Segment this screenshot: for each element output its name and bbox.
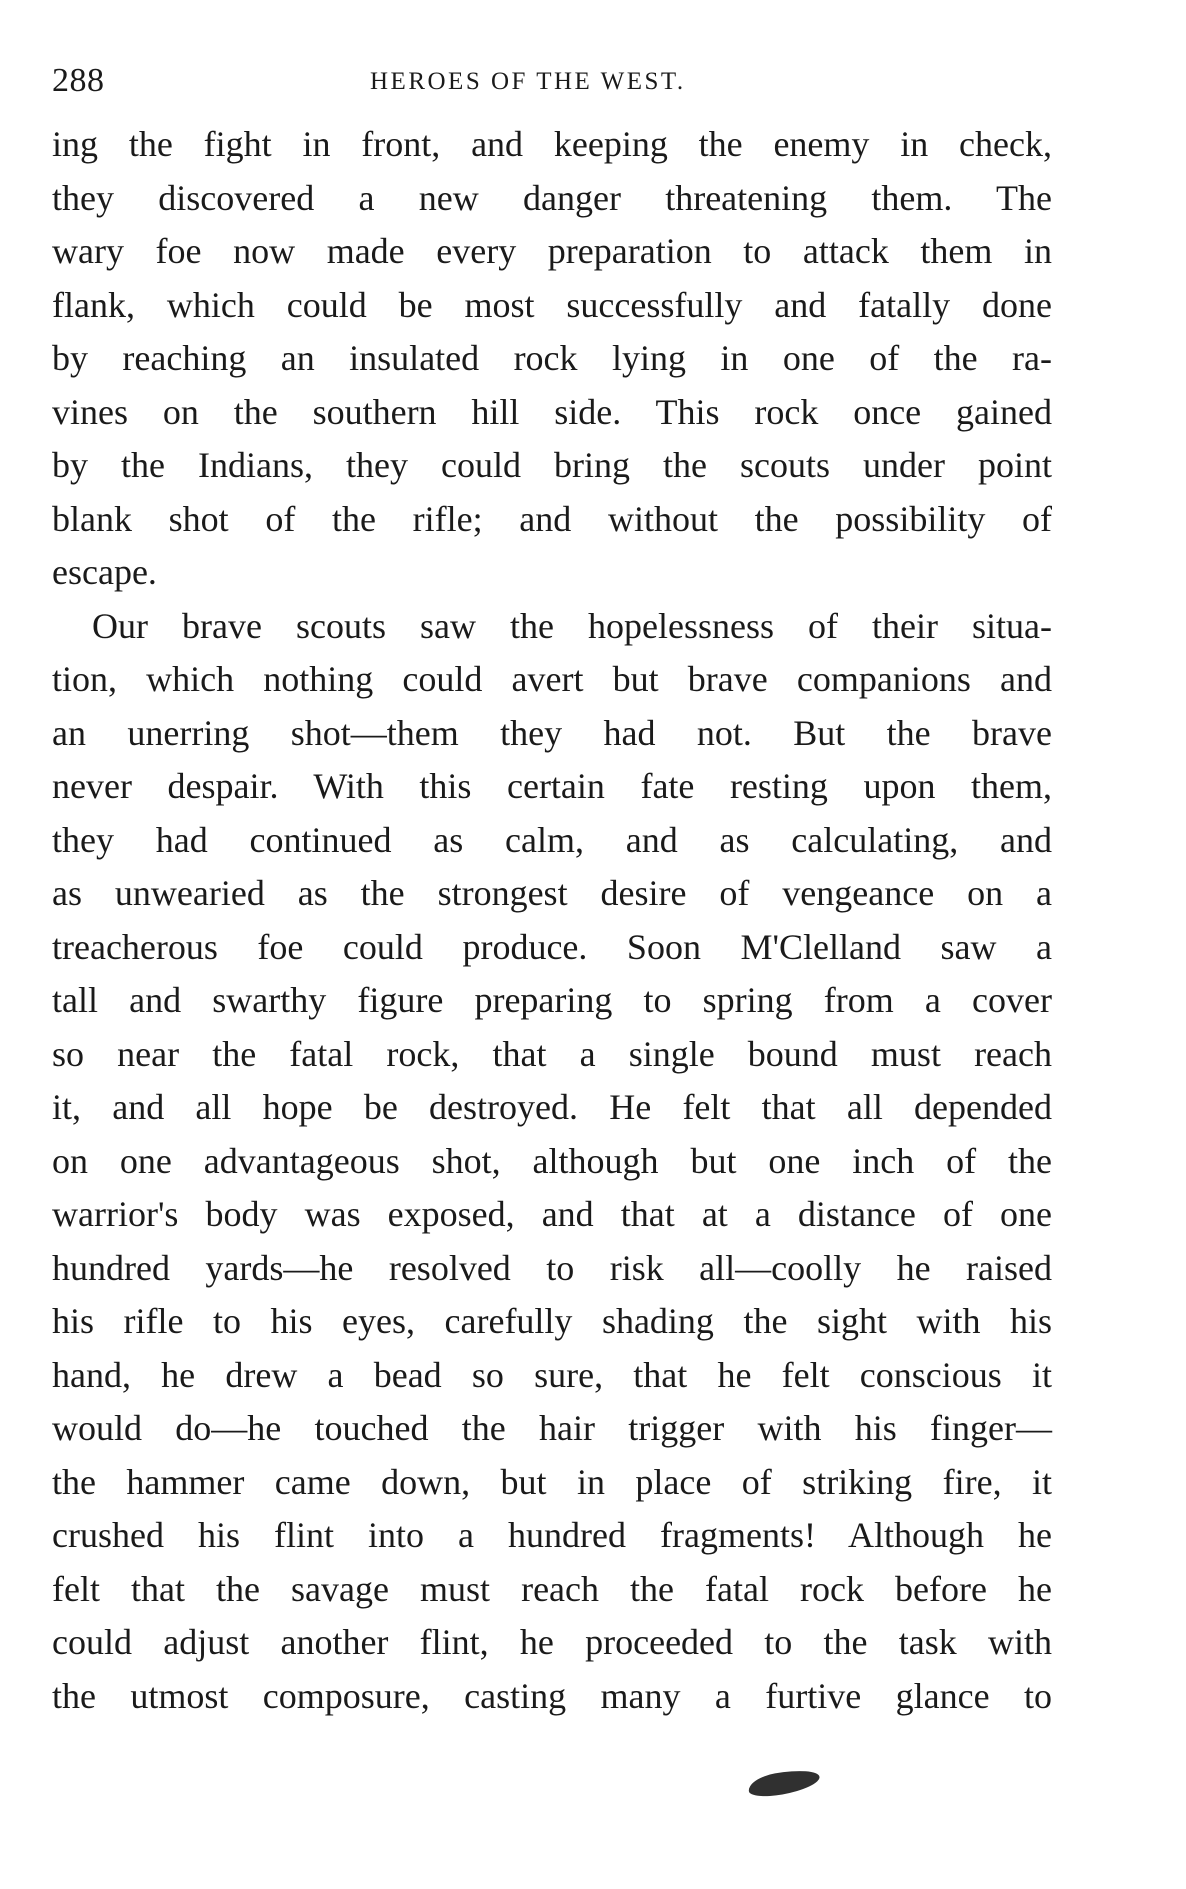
text-line: his rifle to his eyes, carefully shading the sight with his	[52, 1301, 1052, 1341]
text-line: hand, he drew a bead so sure, that he felt conscious it	[52, 1354, 1052, 1395]
text-line: vines on the southern hill side. This rock once gained	[52, 391, 1052, 432]
page-number: 288	[52, 62, 105, 99]
text-line: crushed his flint into a hundred fragments! Although he	[52, 1515, 1052, 1555]
paragraph-2	[52, 600, 1052, 1724]
running-head	[52, 62, 1052, 106]
running-title: HEROES OF THE WEST.	[370, 68, 686, 95]
text-line: by the Indians, they could bring the scouts under point	[52, 445, 1052, 485]
text-line: on one advantageous shot, although but one inch of the	[52, 1140, 1052, 1181]
text-line: they had continued as calm, and as calculating, and	[52, 819, 1052, 860]
text-line: as unwearied as the strongest desire of vengeance on a	[52, 873, 1052, 913]
text-line: would do—he touched the hair trigger with his finger—	[52, 1408, 1052, 1448]
text-line: tion, which nothing could avert but brave companions and	[52, 659, 1052, 699]
ink-blot-mark	[747, 1766, 822, 1800]
text-line: escape.	[52, 552, 157, 592]
text-line: so near the fatal rock, that a single bound must reach	[52, 1033, 1052, 1074]
text-line: treacherous foe could produce. Soon M'Clelland saw a	[52, 926, 1052, 967]
text-line: never despair. With this certain fate resting upon them,	[52, 766, 1052, 806]
text-line: they discovered a new danger threatening them. The	[52, 177, 1052, 218]
text-line: wary foe now made every preparation to attack them in	[52, 231, 1052, 271]
text-line: an unerring shot—them they had not. But the brave	[52, 712, 1052, 753]
text-line: it, and all hope be destroyed. He felt that all depended	[52, 1087, 1052, 1127]
text-line: blank shot of the rifle; and without the possibility of	[52, 498, 1052, 539]
text-line: felt that the savage must reach the fatal rock before he	[52, 1568, 1052, 1609]
body-text	[52, 118, 1052, 1723]
text-line: the utmost composure, casting many a furtive glance to	[52, 1675, 1052, 1716]
text-line: tall and swarthy figure preparing to spring from a cover	[52, 980, 1052, 1020]
text-line: flank, which could be most successfully and fatally done	[52, 284, 1052, 325]
text-line: ing the fight in front, and keeping the enemy in check,	[52, 124, 1052, 164]
text-line: hundred yards—he resolved to risk all—coolly he raised	[52, 1247, 1052, 1288]
text-line: the hammer came down, but in place of striking fire, it	[52, 1461, 1052, 1502]
text-line: warrior's body was exposed, and that at a distance of one	[52, 1194, 1052, 1234]
text-line: by reaching an insulated rock lying in one of the ra-	[52, 338, 1052, 378]
text-line: could adjust another flint, he proceeded to the task with	[52, 1622, 1052, 1662]
paragraph-1	[52, 118, 1052, 600]
text-line: Our brave scouts saw the hopelessness of their situa-	[92, 605, 1052, 646]
